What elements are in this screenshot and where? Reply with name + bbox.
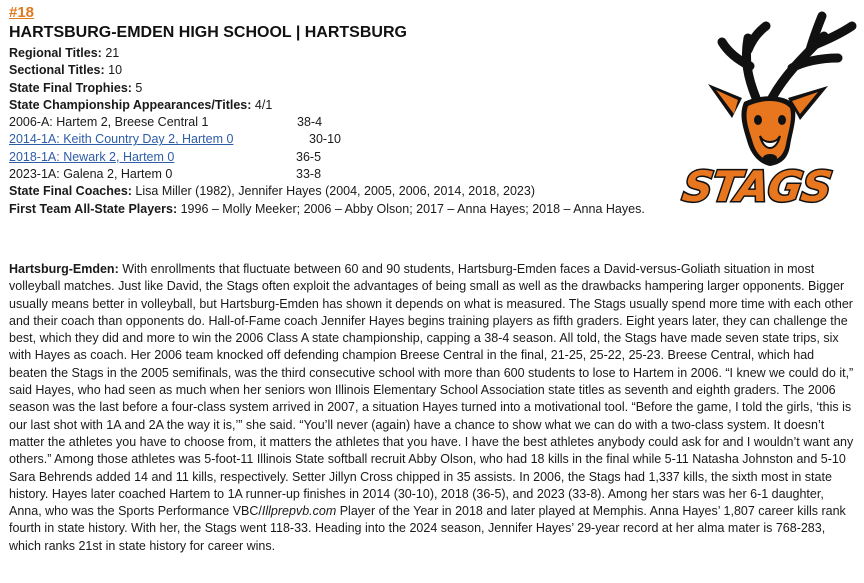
- regional-titles: [9, 45, 649, 62]
- game-result: 2006-A: Hartem 2, Breese Central 1: [9, 115, 209, 130]
- game-row: [9, 149, 649, 166]
- sectional-value: 10: [104, 63, 123, 78]
- game-result-link[interactable]: 2018-1A: Newark 2, Hartem 0: [9, 149, 175, 164]
- game-record: 36-5: [296, 149, 322, 164]
- stags-logo-text: STAGS: [679, 162, 835, 211]
- story-body: With enrollments that fluctuate between 60 and 90 students, Hartsburg-Emden faces a David-versus-Goliath situation in most volleyball matches. Just like David, the Stags often exploit the advantages of being small as well as the drawbacks hampering larger opponents. Bigger usually means better in volleyball, but Hartsburg-Emden has shown it depends on what is measured. The Stags usually spend more time with each other and their coach than opponents do. Hall-of-Fame coach Jennifer Hayes begins training players as fifth graders. Eight years later, they can challenge the best, which they did and more to win the 2006 Class A state championship, capping a 38-4 season. All told, the Stags have made seven state trips, six with Hayes as coach. Her 2006 team knocked off defending champion Breese Central in the final, 21-25, 25-22, 25-23. Breese Central, which had beaten the Stags in the 2005 semifinals, was the third consecutive school with more than 600 students to lose to Hartem in 2006. “I knew we could do it,” said Hayes, who had seen as much when her seniors won Illinois Elementary School Association state titles as seventh and eighth graders. The 2006 season was the last before a four-class system arrived in 2007, a situation Hayes turned into a motivational tool. “Before the game, I told the girls, ‘this is our last shot with 1A and 2A the way it is,’” she said. “You’ll never (again) have a chance to show what we can do with a two-class system. It doesn’t matter the athletes you have to choose from, it matters the athletes that you have. I have the best athletes anybody could ask for and I wouldn’t want any others.” Among those athletes was 5-foot-11 Illinois State softball recruit Abby Olson, who had 18 kills in the final while 5-11 Natasha Johnston and 5-10 Sara Behrends added 14 and 11 kills, respectively. Setter Jillyn Cross chipped in 35 assists. In 2006, the Stags had 1,337 kills, the sixth most in state history. Hayes later coached Hartem to 1A runner-up finishes in 2014 (30-10), 2018 (36-5), and 2023 (33-8). Among her stars was her 6-1 daughter, Anna, who was the Sports Performance VBC/: [9, 262, 854, 519]
- allstate-value: 1996 – Molly Meeker; 2006 – Abby Olson; 2017 – Anna Hayes; 2018 – Anna Hayes.: [177, 201, 645, 216]
- allstate-label: First Team All-State Players:: [9, 201, 178, 216]
- coaches-value: Lisa Miller (1982), Jennifer Hayes (2004, 2005, 2006, 2014, 2018, 2023): [131, 184, 535, 199]
- regional-value: 21: [101, 46, 120, 60]
- game-record: 30-10: [309, 132, 341, 147]
- story-lead: Hartsburg-Emden:: [9, 262, 119, 276]
- state-final-coaches: [9, 183, 649, 200]
- stags-logo: [652, 6, 862, 216]
- game-row: [9, 114, 649, 131]
- coaches-label: State Final Coaches:: [9, 184, 132, 199]
- game-record: 38-4: [297, 115, 323, 130]
- all-state-players: [9, 201, 649, 218]
- appearances-label: State Championship Appearances/Titles:: [9, 97, 252, 112]
- story-website: Illprepvb.com: [261, 504, 337, 519]
- game-row: [9, 166, 649, 183]
- game-result: 2023-1A: Galena 2, Hartem 0: [9, 167, 173, 182]
- rank-label: #18: [9, 4, 35, 21]
- game-result-link[interactable]: 2014-1A: Keith Country Day 2, Hartem 0: [9, 132, 234, 147]
- school-title: HARTSBURG-EMDEN HIGH SCHOOL | HARTSBURG: [9, 24, 407, 41]
- regional-label: Regional Titles:: [9, 46, 102, 60]
- trophies-label: State Final Trophies:: [9, 80, 132, 95]
- story-paragraph: [9, 261, 855, 555]
- appearances-value: 4/1: [251, 97, 273, 112]
- sectional-label: Sectional Titles:: [9, 63, 105, 78]
- game-record: 33-8: [296, 167, 322, 182]
- story-body-end: Player of the Year in 2018 and later played at Memphis. Anna Hayes’ 1,807 career kills rank fourth in state history. With her, the Stags went 118-33. Heading into the 2024 season, Jennifer Hayes’ 29-year record at her alma mater is 768-283, which ranks 21st in state history for career wins.: [9, 504, 846, 553]
- trophies-value: 5: [131, 80, 143, 95]
- facts-block: [9, 45, 649, 218]
- championship-appearances: [9, 97, 649, 114]
- game-row: [9, 131, 649, 148]
- sectional-titles: [9, 62, 649, 79]
- state-final-trophies: [9, 80, 649, 97]
